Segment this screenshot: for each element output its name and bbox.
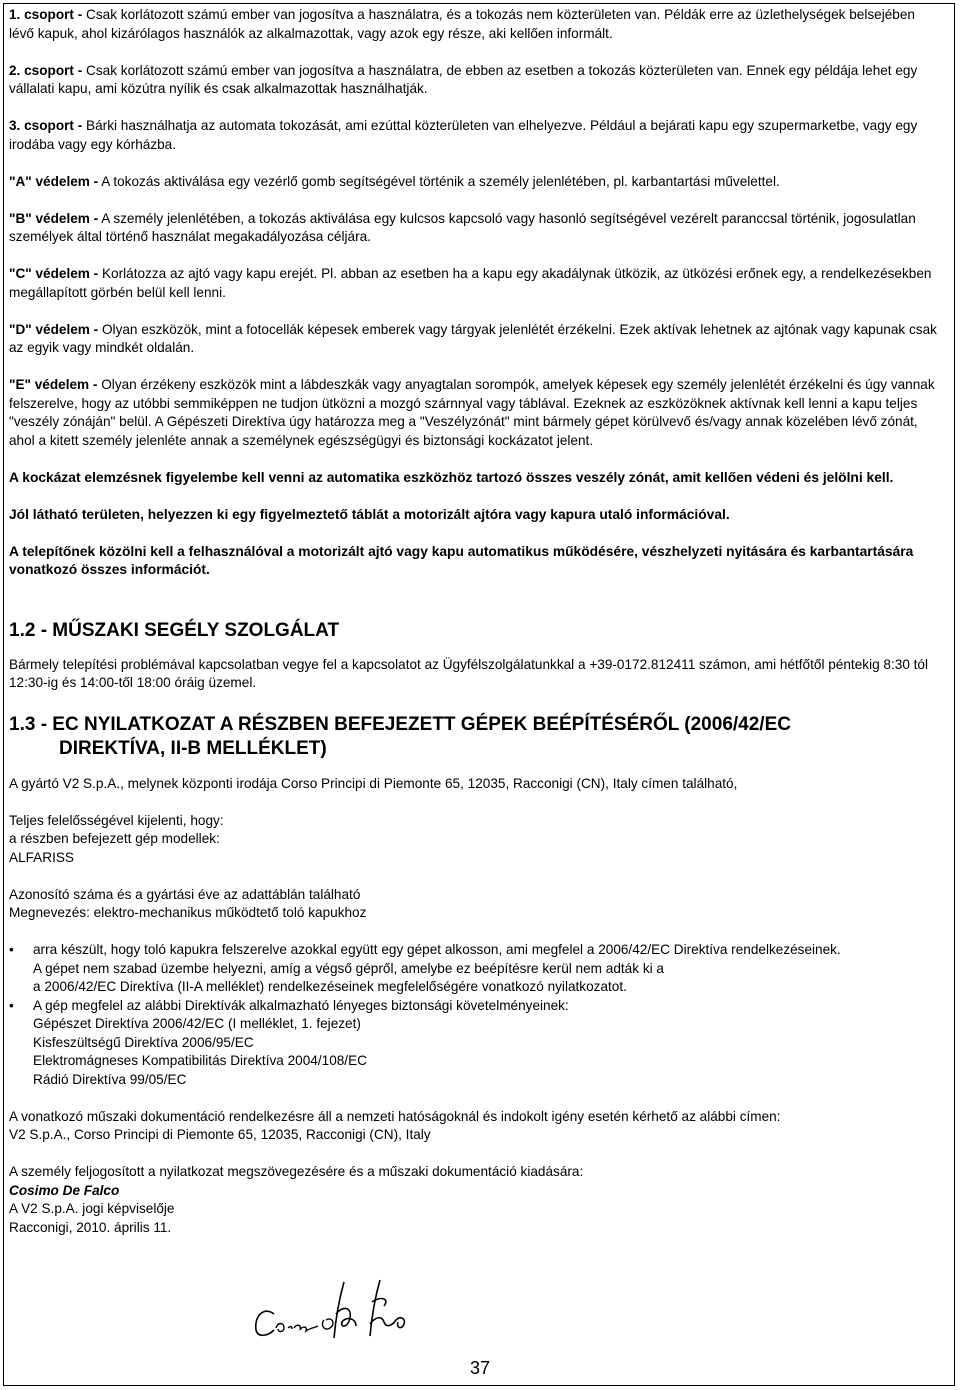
group-2-text: Csak korlátozott számú ember van jogosítva a használatra, de ebben az esetben a tokozás közterületen van. Ennek egy példája lehet egy vállalati kapu, ami közútra nyílik és csak alkalmazottak használhatják.: [9, 62, 918, 96]
list-item: [9, 941, 941, 997]
protection-e-text: Olyan érzékeny eszközök mint a lábdeszkák vagy anyagtalan sorompók, amelyek képesek egy személy jelenlétét érzékelni és úgy vannak felszerelve, hogy az utóbbi semmiképpen ne tudjon ütközni a mozgó szárnnyal vagy táblával. Ezeknek az eszközöknek aktívnak kell lenni a kapu teljes "veszély zónáján" belül. A Gépészeti Direktíva úgy határozza meg a "Veszélyzónát" mint bármely gépet körülvevő és/vagy annak közelében lévő zónát, ahol a kitett személy jelenléte annak a személynek egészségügyi és biztonsági kockázatot jelent.: [9, 377, 935, 448]
directive-line: Kisfeszültségű Direktíva 2006/95/EC: [33, 1034, 254, 1050]
bullet-text: A gép megfelel az alábbi Direktívák alkalmazható lényeges biztonsági követelményeinek:: [33, 997, 569, 1013]
protection-e-label: "E" védelem -: [9, 377, 98, 392]
protection-a-label: "A" védelem -: [9, 173, 99, 189]
section-1-3-heading: [9, 713, 941, 761]
protection-c-label: "C" védelem -: [9, 266, 99, 281]
protection-c-text: Korlátozza az ajtó vagy kapu erejét. Pl. abban az esetben ha a kapu egy akadálynak ütközik, az ütközési erőnek egy, a rendelkezésekben megállapított görbén belül kell lenni.: [9, 266, 932, 300]
page-number: 37: [469, 1358, 491, 1378]
bullet-icon: •: [9, 942, 14, 957]
protection-b-text: A személy jelenlétében, a tokozás aktiválása egy kulcsos kapcsoló vagy hasonló segítségével vezérelt paranccsal történik, jogosulatlan személyek által történő használat megakadályozása céljára.: [9, 210, 916, 244]
place-date: Racconigi, 2010. április 11.: [9, 1219, 172, 1235]
group-1-text: Csak korlátozott számú ember van jogosítva a használatra, és a tokozás nem közterületen van. Példák erre az üzlethelységek belsejében lévő kapuk, ahol kizárólagos használók az alkalmazottak, vagy azok egy része, aki kellően informált.: [9, 7, 915, 41]
declaration-bullet-list: [9, 941, 941, 1089]
manufacturer-paragraph: A gyártó V2 S.p.A., melynek központi irodája Corso Principi di Piemonte 65, 12035, Racconigi (CN), Italy címen található,: [9, 775, 738, 791]
identification-block: [9, 886, 941, 923]
installer-info-note: A telepítőnek közölni kell a felhasználóval a motorizált ajtó vagy kapu automatikus működésére, vészhelyzeti nyitására és karbantartására vonatkozó összes információt.: [9, 543, 914, 577]
directive-line: Elektromágneses Kompatibilitás Direktíva 2004/108/EC: [33, 1053, 367, 1068]
group-3-text: Bárki használhatja az automata tokozását, ami ezúttal közterületen van elhelyezve. Például a bejárati kapu egy szupermarketbe, vagy egy irodába vagy egy kórházba.: [9, 118, 918, 152]
protection-d-text: Olyan eszközök, mint a fotocellák képesek emberek vagy tárgyak jelenlétét érzékelni. Ezek aktívak lehetnek az ajtónak vagy kapunak csak az egyik vagy mindkét oldalán.: [9, 321, 937, 355]
group-3-paragraph: [9, 117, 941, 154]
signatory-block: [9, 1163, 941, 1237]
handwritten-signature: [248, 1276, 418, 1348]
bullet-text: A gépet nem szabad üzembe helyezni, amíg a végső gépről, amelybe ez beépítésre kerül nem adták ki a: [33, 960, 664, 976]
document-body: [9, 6, 941, 1237]
group-1-paragraph: [9, 6, 941, 43]
signer-role: A V2 S.p.A. jogi képviselője: [9, 1201, 175, 1216]
group-2-paragraph: [9, 62, 941, 99]
protection-a-text: A tokozás aktiválása egy vezérlő gomb segítségével történik a személy jelenlétében, pl. karbantartási művelettel.: [98, 173, 780, 189]
section-1-3-heading-line2: DIREKTÍVA, II-B MELLÉKLET): [59, 737, 327, 759]
bullet-text: arra készült, hogy toló kapukra felszerelve azokkal együtt egy gépet alkosson, ami megfelel a 2006/42/EC Direktíva rendelkezéseinek.: [33, 942, 841, 957]
model-name: ALFARISS: [9, 849, 74, 865]
bullet-icon: •: [9, 997, 14, 1013]
declaration-line: Teljes felelősségével kijelenti, hogy:: [9, 812, 224, 828]
declaration-block: [9, 812, 941, 868]
protection-d-label: "D" védelem -: [9, 321, 99, 337]
group-1-label: 1. csoport -: [9, 7, 83, 22]
declaration-line: a részben befejezett gép modellek:: [9, 831, 220, 846]
risk-analysis-note: A kockázat elemzésnek figyelembe kell venni az automatika eszközhöz tartozó összes veszély zónát, amit kellően védeni és jelölni kell.: [9, 469, 894, 485]
protection-b-label: "B" védelem -: [9, 210, 99, 226]
warning-sign-note: Jól látható területen, helyezzen ki egy figyelmeztető táblát a motorizált ajtóra vagy kapura utaló információval.: [9, 506, 730, 522]
documentation-block: [9, 1108, 941, 1145]
support-paragraph: Bármely telepítési problémával kapcsolatban vegye fel a kapcsolatot az Ügyfélszolgálatunkkal a +39-0172.812411 számon, ami hétfőtől péntekig 8:30 tól 12:30-ig és 14:00-től 18:00 óráig üzemel.: [9, 656, 929, 690]
list-item: [9, 997, 941, 1090]
group-3-label: 3. csoport -: [9, 118, 83, 133]
protection-e-paragraph: [9, 376, 941, 450]
protection-c-paragraph: [9, 265, 941, 302]
signer-name: Cosimo De Falco: [9, 1182, 120, 1198]
protection-a-paragraph: [9, 173, 941, 192]
section-1-3-heading-line1: 1.3 - EC NYILATKOZAT A RÉSZBEN BEFEJEZETT GÉPEK BEÉPÍTÉSÉRŐL (2006/42/EC: [9, 713, 791, 735]
group-2-label: 2. csoport -: [9, 62, 83, 78]
designation-line: Megnevezés: elektro-mechanikus működtető toló kapukhoz: [9, 905, 367, 920]
authorization-line: A személy feljogosított a nyilatkozat megszövegezésére és a műszaki dokumentáció kiadására:: [9, 1164, 584, 1179]
directive-line: Gépészet Direktíva 2006/42/EC (I melléklet, 1. fejezet): [33, 1016, 361, 1031]
protection-d-paragraph: [9, 321, 941, 358]
section-1-2-heading: 1.2 - MŰSZAKI SEGÉLY SZOLGÁLAT: [9, 619, 340, 641]
protection-b-paragraph: [9, 210, 941, 247]
identification-line: Azonosító száma és a gyártási éve az adattáblán található: [9, 886, 361, 902]
directive-line: Rádió Direktíva 99/05/EC: [33, 1071, 187, 1087]
documentation-address: V2 S.p.A., Corso Principi di Piemonte 65, 12035, Racconigi (CN), Italy: [9, 1127, 431, 1142]
bullet-text: a 2006/42/EC Direktíva (II-A melléklet) rendelkezéseinek megfelelőségére vonatkozó nyilatkozatot.: [33, 979, 627, 994]
documentation-text: A vonatkozó műszaki dokumentáció rendelkezésre áll a nemzeti hatóságoknál és indokolt igény esetén kérhető az alábbi címen:: [9, 1108, 781, 1124]
